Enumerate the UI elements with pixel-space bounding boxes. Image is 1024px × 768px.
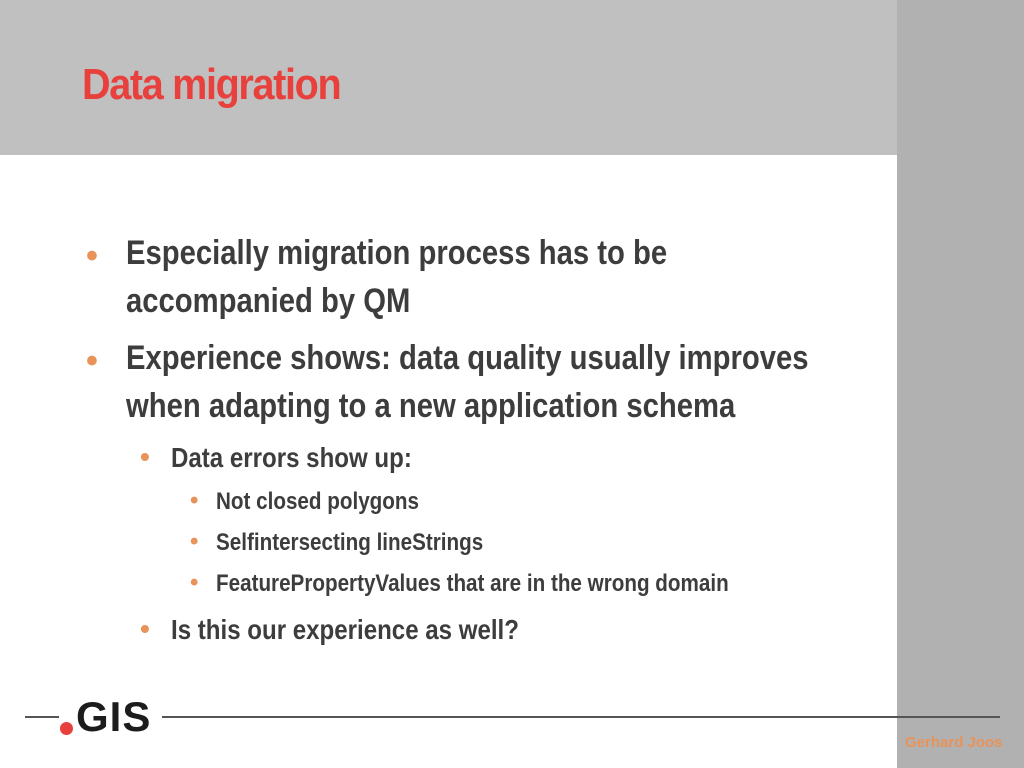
- sub-sub-bullet-marker: •: [190, 528, 199, 555]
- slide-title: Data migration: [82, 60, 341, 109]
- sub-sub-bullet-marker: •: [190, 569, 199, 596]
- bullet-2-line-2: when adapting to a new application schema: [126, 387, 736, 425]
- bullet-marker: •: [86, 237, 98, 275]
- author-name: Gerhard Joos: [905, 734, 1003, 751]
- item-not-closed-polygons: Not closed polygons: [216, 488, 419, 515]
- item-selfintersecting-linestrings: Selfintersecting lineStrings: [216, 529, 484, 556]
- bullet-1-line-1: Especially migration process has to be: [126, 234, 668, 272]
- gis-logo: [60, 694, 151, 738]
- sub-bullet-marker: •: [140, 613, 150, 644]
- sub-bullet-question: Is this our experience as well?: [171, 614, 519, 645]
- sub-sub-bullet-marker: •: [190, 487, 199, 514]
- item-featurepropertyvalues: FeaturePropertyValues that are in the wrong domain: [216, 570, 729, 597]
- logo-red-dot: [60, 722, 73, 735]
- bullet-1-line-2: accompanied by QM: [126, 282, 411, 320]
- footer-line-left: [25, 716, 59, 718]
- sub-bullet-data-errors: Data errors show up:: [171, 442, 412, 473]
- bullet-marker: •: [86, 342, 98, 380]
- sub-bullet-marker: •: [140, 441, 150, 472]
- right-sidebar-bar: [897, 0, 1024, 768]
- bullet-2-line-1: Experience shows: data quality usually improves: [126, 339, 809, 377]
- footer-line-right: [162, 716, 1000, 718]
- logo-text: GIS: [76, 693, 152, 740]
